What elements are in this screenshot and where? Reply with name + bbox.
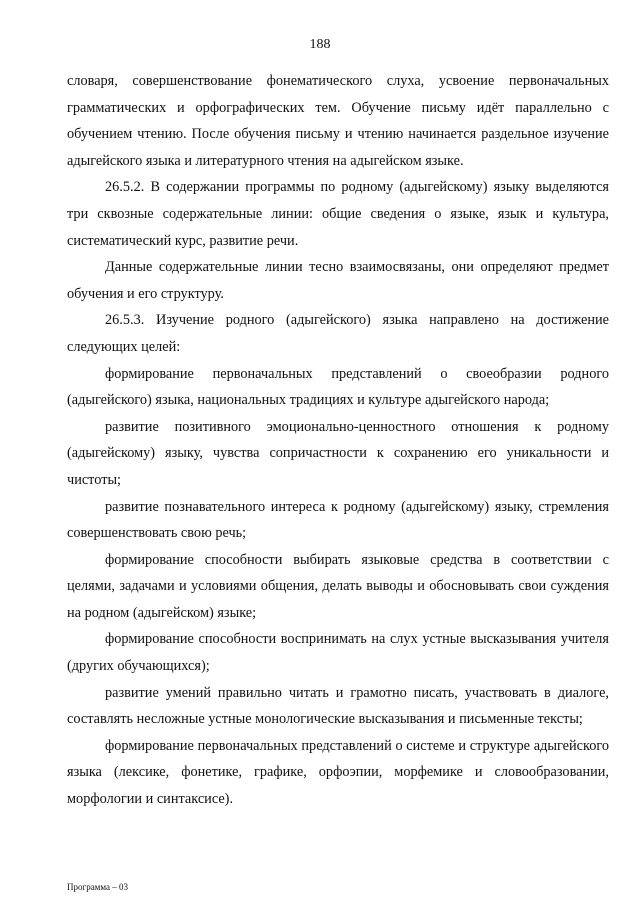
paragraph-content-lines: Данные содержательные линии тесно взаимосвязаны, они определяют предмет обучения и его структуру. [67,259,609,302]
goal-item: развитие познавательного интереса к родному (адыгейскому) языку, стремления совершенствовать свою речь; [67,498,609,542]
page-number: 188 [309,37,331,52]
goal-item: формирование первоначальных представлений о своеобразии родного (адыгейского) языка, национальных традициях и культуре адыгейского народа; [67,365,609,409]
paragraph-continuation: словаря, совершенствование фонематического слуха, усвоение первоначальных грамматических и орфографических тем. Обучение письму идёт параллельно с обучением чтению. После обучения письму и чтению начинается раздельное изучение адыгейского языка и литературного чтения на адыгейском языке. [67,73,609,169]
goal-item: развитие позитивного эмоционально-ценностного отношения к родному (адыгейскому) языку, чувства сопричастности к сохранению его уникальности и чистоты; [67,418,609,488]
page-footer: Программа – 03 [67,882,129,892]
goal-item: формирование способности воспринимать на слух устные высказывания учителя (других обучающихся); [67,631,609,675]
goal-item: развитие умений правильно читать и грамотно писать, участвовать в диалоге, составлять несложные устные монологические высказывания и письменные тексты; [67,684,609,728]
paragraph-26-5-3: 26.5.3. Изучение родного (адыгейского) языка направлено на достижение следующих целей: [67,312,609,355]
goal-item: формирование способности выбирать языковые средства в соответствии с целями, задачами и условиями общения, делать выводы и обосновывать свои суждения на родном (адыгейском) языке; [67,551,609,621]
paragraph-26-5-2: 26.5.2. В содержании программы по родному (адыгейскому) языку выделяются три сквозные содержательные линии: общие сведения о языке, язык и культура, систематический курс, развитие речи. [67,179,609,249]
body-text [67,68,609,813]
goal-item: формирование первоначальных представлений о системе и структуре адыгейского языка (лексике, фонетике, графике, орфоэпии, морфемике и словообразовании, морфологии и синтаксисе). [67,737,609,808]
